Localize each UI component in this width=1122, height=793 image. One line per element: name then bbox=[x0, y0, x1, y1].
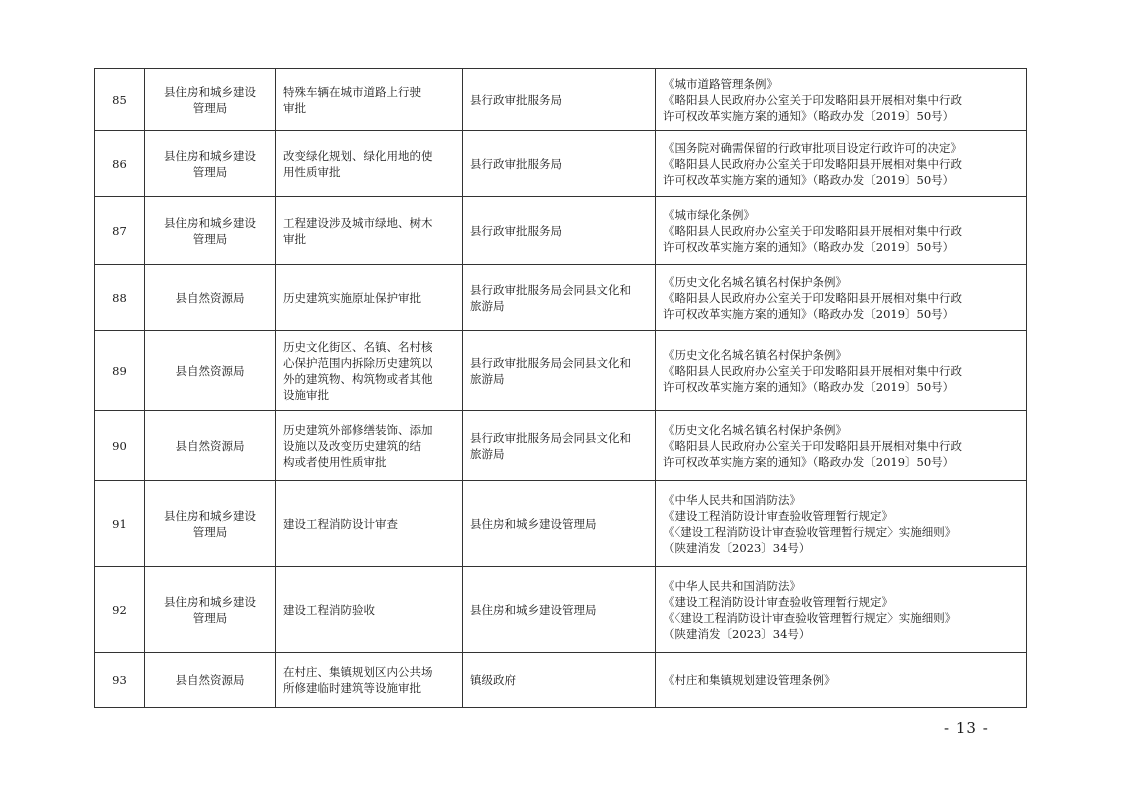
legal-basis-cell-line: 《略阳县人民政府办公室关于印发略阳县开展相对集中行政 bbox=[663, 92, 962, 107]
legal-basis-cell-line: 许可权改革实施方案的通知》（略政办发〔2019〕50号） bbox=[663, 379, 955, 394]
row-number: 91 bbox=[95, 481, 145, 567]
department-cell-line: 县住房和城乡建设 bbox=[164, 215, 256, 230]
department-cell-line: 管理局 bbox=[192, 164, 228, 179]
item-name-cell-line: 历史建筑实施原址保护审批 bbox=[283, 290, 421, 305]
department-cell bbox=[145, 411, 276, 481]
page-number: - 13 - bbox=[944, 719, 989, 737]
table-body bbox=[95, 69, 1027, 708]
implementing-body-cell bbox=[463, 481, 656, 567]
department-cell-line: 县住房和城乡建设 bbox=[164, 508, 256, 523]
legal-basis-cell bbox=[656, 265, 1027, 331]
implementing-body-cell-line: 旅游局 bbox=[470, 446, 505, 461]
legal-basis-cell-line: 《中华人民共和国消防法》 bbox=[663, 578, 801, 593]
legal-basis-cell-line: （陕建消发〔2023〕34号） bbox=[663, 540, 811, 555]
implementing-body-cell bbox=[463, 331, 656, 411]
department-cell-line: 管理局 bbox=[192, 231, 228, 246]
legal-basis-cell-line: 许可权改革实施方案的通知》（略政办发〔2019〕50号） bbox=[663, 108, 955, 123]
department-cell bbox=[145, 69, 276, 131]
legal-basis-cell-line: 《建设工程消防设计审查验收管理暂行规定》 bbox=[663, 508, 893, 523]
legal-basis-cell-line: 许可权改革实施方案的通知》（略政办发〔2019〕50号） bbox=[663, 172, 955, 187]
implementing-body-cell-line: 县行政审批服务局 bbox=[470, 92, 562, 107]
department-cell bbox=[145, 331, 276, 411]
department-cell bbox=[145, 131, 276, 197]
legal-basis-cell bbox=[656, 197, 1027, 265]
table-row bbox=[95, 567, 1027, 653]
approval-items-table bbox=[94, 68, 1027, 708]
legal-basis-cell bbox=[656, 411, 1027, 481]
legal-basis-cell-line: 《历史文化名城名镇名村保护条例》 bbox=[663, 422, 847, 437]
table-row bbox=[95, 131, 1027, 197]
item-name-cell-line: 审批 bbox=[283, 231, 306, 246]
legal-basis-cell bbox=[656, 481, 1027, 567]
department-cell-line: 管理局 bbox=[192, 610, 228, 625]
legal-basis-cell-line: 《村庄和集镇规划建设管理条例》 bbox=[663, 673, 836, 687]
item-name-cell-line: 外的建筑物、构筑物或者其他 bbox=[283, 371, 433, 386]
legal-basis-cell-line: 《国务院对确需保留的行政审批项目设定行政许可的决定》 bbox=[663, 140, 962, 155]
item-name-cell bbox=[276, 131, 463, 197]
row-number: 87 bbox=[95, 197, 145, 265]
item-name-cell-line: 建设工程消防验收 bbox=[283, 602, 375, 617]
legal-basis-cell-line: 《略阳县人民政府办公室关于印发略阳县开展相对集中行政 bbox=[663, 156, 962, 171]
item-name-cell bbox=[276, 265, 463, 331]
table-row bbox=[95, 69, 1027, 131]
item-name-cell bbox=[276, 197, 463, 265]
implementing-body-cell bbox=[463, 197, 656, 265]
legal-basis-cell bbox=[656, 653, 1027, 708]
legal-basis-cell-line: 许可权改革实施方案的通知》（略政办发〔2019〕50号） bbox=[663, 239, 955, 254]
table-row bbox=[95, 197, 1027, 265]
item-name-cell-line: 构或者使用性质审批 bbox=[283, 454, 387, 469]
legal-basis-cell-line: 《略阳县人民政府办公室关于印发略阳县开展相对集中行政 bbox=[663, 223, 962, 238]
department-cell-line: 县自然资源局 bbox=[175, 290, 245, 305]
department-cell-line: 县自然资源局 bbox=[175, 673, 245, 687]
department-cell-line: 管理局 bbox=[192, 100, 228, 115]
implementing-body-cell bbox=[463, 411, 656, 481]
item-name-cell-line: 建设工程消防设计审查 bbox=[283, 516, 398, 531]
legal-basis-cell-line: 《建设工程消防设计审查验收管理暂行规定》 bbox=[663, 594, 893, 609]
implementing-body-cell bbox=[463, 567, 656, 653]
department-cell-line: 管理局 bbox=[192, 524, 228, 539]
legal-basis-cell-line: 《历史文化名城名镇名村保护条例》 bbox=[663, 274, 847, 289]
department-cell bbox=[145, 197, 276, 265]
table-row bbox=[95, 653, 1027, 708]
legal-basis-cell-line: 《历史文化名城名镇名村保护条例》 bbox=[663, 347, 847, 362]
legal-basis-cell-line: 《略阳县人民政府办公室关于印发略阳县开展相对集中行政 bbox=[663, 438, 962, 453]
implementing-body-cell bbox=[463, 653, 656, 708]
row-number: 90 bbox=[95, 411, 145, 481]
item-name-cell bbox=[276, 653, 463, 708]
row-number: 92 bbox=[95, 567, 145, 653]
department-cell-line: 县住房和城乡建设 bbox=[164, 84, 256, 99]
implementing-body-cell-line: 县行政审批服务局会同县文化和 bbox=[470, 430, 631, 445]
implementing-body-cell-line: 县行政审批服务局会同县文化和 bbox=[470, 355, 631, 370]
department-cell-line: 县自然资源局 bbox=[175, 438, 245, 453]
implementing-body-cell-line: 县行政审批服务局 bbox=[470, 223, 562, 238]
table-row bbox=[95, 481, 1027, 567]
item-name-cell-line: 改变绿化规划、绿化用地的使 bbox=[283, 148, 433, 163]
department-cell bbox=[145, 265, 276, 331]
implementing-body-cell-line: 县行政审批服务局 bbox=[470, 156, 562, 171]
item-name-cell-line: 设施审批 bbox=[283, 387, 329, 402]
implementing-body-cell-line: 县行政审批服务局会同县文化和 bbox=[470, 282, 631, 297]
legal-basis-cell bbox=[656, 69, 1027, 131]
legal-basis-cell-line: （陕建消发〔2023〕34号） bbox=[663, 626, 811, 641]
implementing-body-cell bbox=[463, 265, 656, 331]
item-name-cell bbox=[276, 411, 463, 481]
row-number: 86 bbox=[95, 131, 145, 197]
department-cell-line: 县自然资源局 bbox=[175, 363, 245, 378]
implementing-body-cell-line: 镇级政府 bbox=[470, 673, 516, 687]
table-row bbox=[95, 265, 1027, 331]
implementing-body-cell-line: 旅游局 bbox=[470, 371, 505, 386]
item-name-cell-line: 工程建设涉及城市绿地、树木 bbox=[283, 215, 433, 230]
implementing-body-cell-line: 旅游局 bbox=[470, 298, 505, 313]
department-cell bbox=[145, 567, 276, 653]
item-name-cell-line: 历史文化街区、名镇、名村核 bbox=[283, 339, 433, 354]
item-name-cell-line: 审批 bbox=[283, 100, 306, 115]
legal-basis-cell-line: 《〈建设工程消防设计审查验收管理暂行规定〉实施细则》 bbox=[663, 524, 957, 539]
implementing-body-cell-line: 县住房和城乡建设管理局 bbox=[470, 516, 597, 531]
item-name-cell bbox=[276, 69, 463, 131]
item-name-cell-line: 在村庄、集镇规划区内公共场 bbox=[283, 665, 433, 679]
legal-basis-cell-line: 《城市道路管理条例》 bbox=[663, 76, 778, 91]
row-number: 89 bbox=[95, 331, 145, 411]
item-name-cell-line: 所修建临时建筑等设施审批 bbox=[283, 681, 421, 695]
legal-basis-cell bbox=[656, 567, 1027, 653]
item-name-cell-line: 用性质审批 bbox=[283, 164, 341, 179]
legal-basis-cell-line: 《中华人民共和国消防法》 bbox=[663, 492, 801, 507]
department-cell bbox=[145, 481, 276, 567]
implementing-body-cell bbox=[463, 131, 656, 197]
legal-basis-cell-line: 《城市绿化条例》 bbox=[663, 207, 755, 222]
legal-basis-cell-line: 《略阳县人民政府办公室关于印发略阳县开展相对集中行政 bbox=[663, 363, 962, 378]
table-row bbox=[95, 411, 1027, 481]
item-name-cell bbox=[276, 481, 463, 567]
item-name-cell bbox=[276, 567, 463, 653]
department-cell-line: 县住房和城乡建设 bbox=[164, 594, 256, 609]
department-cell bbox=[145, 653, 276, 708]
item-name-cell bbox=[276, 331, 463, 411]
item-name-cell-line: 特殊车辆在城市道路上行驶 bbox=[283, 84, 421, 99]
legal-basis-cell-line: 《略阳县人民政府办公室关于印发略阳县开展相对集中行政 bbox=[663, 290, 962, 305]
row-number: 88 bbox=[95, 265, 145, 331]
legal-basis-cell-line: 许可权改革实施方案的通知》（略政办发〔2019〕50号） bbox=[663, 306, 955, 321]
item-name-cell-line: 历史建筑外部修缮装饰、添加 bbox=[283, 422, 433, 437]
item-name-cell-line: 心保护范围内拆除历史建筑以 bbox=[283, 355, 433, 370]
implementing-body-cell bbox=[463, 69, 656, 131]
legal-basis-cell bbox=[656, 131, 1027, 197]
table-row bbox=[95, 331, 1027, 411]
department-cell-line: 县住房和城乡建设 bbox=[164, 148, 256, 163]
legal-basis-cell bbox=[656, 331, 1027, 411]
row-number: 85 bbox=[95, 69, 145, 131]
implementing-body-cell-line: 县住房和城乡建设管理局 bbox=[470, 602, 597, 617]
row-number: 93 bbox=[95, 653, 145, 708]
legal-basis-cell-line: 《〈建设工程消防设计审查验收管理暂行规定〉实施细则》 bbox=[663, 610, 957, 625]
legal-basis-cell-line: 许可权改革实施方案的通知》（略政办发〔2019〕50号） bbox=[663, 454, 955, 469]
item-name-cell-line: 设施以及改变历史建筑的结 bbox=[283, 438, 421, 453]
